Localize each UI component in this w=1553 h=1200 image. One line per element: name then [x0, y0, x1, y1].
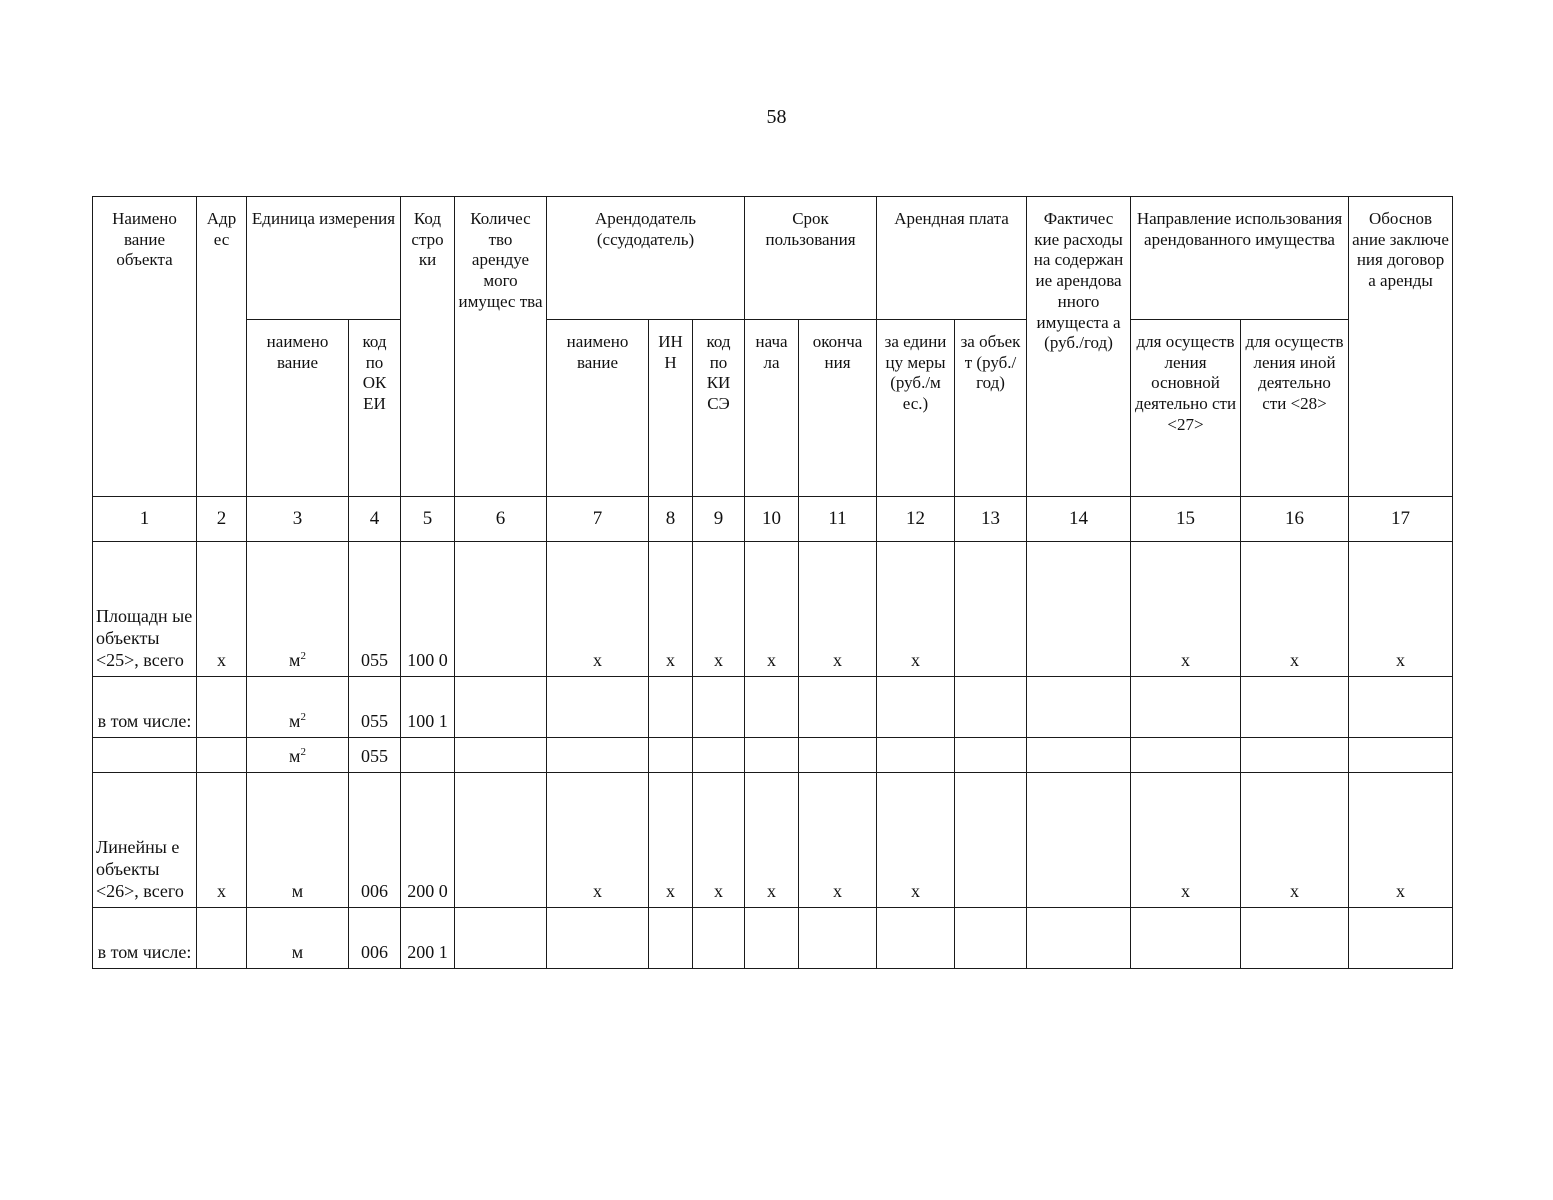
- rental-property-table: [92, 196, 1453, 969]
- cell-lessor-name: [547, 738, 649, 773]
- cell-address: х: [197, 773, 247, 908]
- table-row-linear-objects-total: [93, 773, 1453, 908]
- row-name: Площадн ые объекты <25>, всего: [93, 542, 197, 677]
- table-row-area-objects-item: [93, 738, 1453, 773]
- column-number: 11: [799, 497, 877, 542]
- cell-rent-per-object: [955, 908, 1027, 969]
- header-term-start: нача ла: [745, 320, 799, 497]
- cell-quantity: [455, 542, 547, 677]
- cell-use-other: х: [1241, 773, 1349, 908]
- header-lessor-inn: ИН Н: [649, 320, 693, 497]
- column-number: 13: [955, 497, 1027, 542]
- column-number: 6: [455, 497, 547, 542]
- column-number: 10: [745, 497, 799, 542]
- cell-rent-per-object: [955, 738, 1027, 773]
- cell-lessor-inn: х: [649, 542, 693, 677]
- cell-quantity: [455, 677, 547, 738]
- cell-actual-expenses: [1027, 542, 1131, 677]
- header-usage-group: Направление использования арендованного имущества: [1131, 197, 1349, 320]
- cell-rent-per-unit: х: [877, 773, 955, 908]
- cell-address: [197, 908, 247, 969]
- cell-lessor-name: [547, 908, 649, 969]
- unit-base: м: [291, 881, 304, 902]
- cell-address: [197, 677, 247, 738]
- cell-actual-expenses: [1027, 738, 1131, 773]
- cell-actual-expenses: [1027, 773, 1131, 908]
- row-name: Линейны е объекты <26>, всего: [93, 773, 197, 908]
- table-row-area-objects-including: [93, 677, 1453, 738]
- unit-base: м: [289, 711, 301, 732]
- cell-use-main: [1131, 908, 1241, 969]
- column-number: 3: [247, 497, 349, 542]
- cell-lessor-kise: [693, 677, 745, 738]
- cell-line-code: 200 1: [401, 908, 455, 969]
- unit-base: м: [289, 746, 301, 767]
- cell-okei: 055: [349, 738, 401, 773]
- unit-exponent: 2: [300, 650, 306, 663]
- cell-justification: [1349, 738, 1453, 773]
- cell-lessor-kise: [693, 738, 745, 773]
- cell-rent-per-object: [955, 542, 1027, 677]
- cell-actual-expenses: [1027, 677, 1131, 738]
- unit-exponent: 2: [300, 711, 306, 724]
- cell-use-other: [1241, 677, 1349, 738]
- cell-actual-expenses: [1027, 908, 1131, 969]
- cell-term-end: [799, 677, 877, 738]
- column-number: 5: [401, 497, 455, 542]
- header-unit-name: наимено вание: [247, 320, 349, 497]
- header-quantity: Количес тво арендуе мого имущес тва: [455, 197, 547, 497]
- header-use-main: для осуществ ления основной деятельно сти <27>: [1131, 320, 1241, 497]
- row-name: [93, 738, 197, 773]
- cell-okei: 006: [349, 908, 401, 969]
- cell-quantity: [455, 738, 547, 773]
- header-lessor-name: наимено вание: [547, 320, 649, 497]
- column-number: 8: [649, 497, 693, 542]
- cell-rent-per-object: [955, 677, 1027, 738]
- cell-quantity: [455, 773, 547, 908]
- cell-address: [197, 738, 247, 773]
- header-address: Адр ес: [197, 197, 247, 497]
- cell-lessor-kise: х: [693, 542, 745, 677]
- cell-line-code: 100 0: [401, 542, 455, 677]
- cell-unit-name: [247, 677, 349, 738]
- cell-line-code: 100 1: [401, 677, 455, 738]
- cell-term-start: [745, 738, 799, 773]
- cell-term-start: х: [745, 542, 799, 677]
- cell-lessor-inn: [649, 677, 693, 738]
- cell-term-end: [799, 908, 877, 969]
- column-number: 12: [877, 497, 955, 542]
- row-name: в том числе:: [93, 677, 197, 738]
- header-row-top: [93, 197, 1453, 320]
- cell-justification: [1349, 677, 1453, 738]
- cell-lessor-name: х: [547, 773, 649, 908]
- cell-rent-per-object: [955, 773, 1027, 908]
- cell-rent-per-unit: [877, 677, 955, 738]
- cell-term-end: х: [799, 773, 877, 908]
- cell-term-start: х: [745, 773, 799, 908]
- header-unit-okei: код по ОК ЕИ: [349, 320, 401, 497]
- column-number: 14: [1027, 497, 1131, 542]
- cell-okei: 055: [349, 677, 401, 738]
- cell-term-start: [745, 677, 799, 738]
- column-number-row: [93, 497, 1453, 542]
- header-lessor-kise: код по КИ СЭ: [693, 320, 745, 497]
- cell-use-other: [1241, 738, 1349, 773]
- cell-rent-per-unit: [877, 908, 955, 969]
- cell-unit-name: [247, 773, 349, 908]
- column-number: 4: [349, 497, 401, 542]
- column-number: 9: [693, 497, 745, 542]
- unit-base: м: [291, 942, 304, 963]
- cell-use-other: [1241, 908, 1349, 969]
- header-justification: Обоснов ание заключе ния договор а аренды: [1349, 197, 1453, 497]
- column-number: 1: [93, 497, 197, 542]
- unit-exponent: 2: [300, 746, 306, 759]
- cell-term-start: [745, 908, 799, 969]
- table-row-area-objects-total: [93, 542, 1453, 677]
- header-actual-expenses: Фактичес кие расходы на содержан ие арендова нного имущеста а (руб./год): [1027, 197, 1131, 497]
- table-row-linear-objects-including: [93, 908, 1453, 969]
- header-term-group: Срок пользования: [745, 197, 877, 320]
- cell-lessor-inn: х: [649, 773, 693, 908]
- unit-base: м: [289, 650, 301, 671]
- column-number: 2: [197, 497, 247, 542]
- page-number: 58: [766, 106, 787, 128]
- cell-use-main: [1131, 677, 1241, 738]
- header-line-code: Код стро ки: [401, 197, 455, 497]
- cell-term-end: х: [799, 542, 877, 677]
- cell-justification: [1349, 908, 1453, 969]
- cell-unit-name: [247, 908, 349, 969]
- cell-lessor-kise: х: [693, 773, 745, 908]
- header-term-end: оконча ния: [799, 320, 877, 497]
- cell-justification: х: [1349, 773, 1453, 908]
- cell-line-code: 200 0: [401, 773, 455, 908]
- cell-justification: х: [1349, 542, 1453, 677]
- header-rent-group: Арендная плата: [877, 197, 1027, 320]
- cell-unit-name: [247, 738, 349, 773]
- cell-rent-per-unit: х: [877, 542, 955, 677]
- cell-lessor-kise: [693, 908, 745, 969]
- cell-okei: 055: [349, 542, 401, 677]
- cell-use-main: [1131, 738, 1241, 773]
- cell-okei: 006: [349, 773, 401, 908]
- column-number: 17: [1349, 497, 1453, 542]
- cell-quantity: [455, 908, 547, 969]
- cell-lessor-inn: [649, 908, 693, 969]
- header-row-sub: [93, 320, 1453, 497]
- header-lessor-group: Арендодатель (ссудодатель): [547, 197, 745, 320]
- column-number: 7: [547, 497, 649, 542]
- cell-lessor-inn: [649, 738, 693, 773]
- cell-use-other: х: [1241, 542, 1349, 677]
- header-unit-group: Единица измерения: [247, 197, 401, 320]
- cell-line-code: [401, 738, 455, 773]
- cell-unit-name: [247, 542, 349, 677]
- cell-term-end: [799, 738, 877, 773]
- column-number: 16: [1241, 497, 1349, 542]
- cell-lessor-name: х: [547, 542, 649, 677]
- header-use-other: для осуществ ления иной деятельно сти <28>: [1241, 320, 1349, 497]
- cell-lessor-name: [547, 677, 649, 738]
- cell-use-main: х: [1131, 542, 1241, 677]
- cell-use-main: х: [1131, 773, 1241, 908]
- cell-address: х: [197, 542, 247, 677]
- header-object-name: Наимено вание объекта: [93, 197, 197, 497]
- column-number: 15: [1131, 497, 1241, 542]
- header-rent-per-unit: за едини цу меры (руб./м ес.): [877, 320, 955, 497]
- header-rent-per-object: за объек т (руб./ год): [955, 320, 1027, 497]
- row-name: в том числе:: [93, 908, 197, 969]
- cell-rent-per-unit: [877, 738, 955, 773]
